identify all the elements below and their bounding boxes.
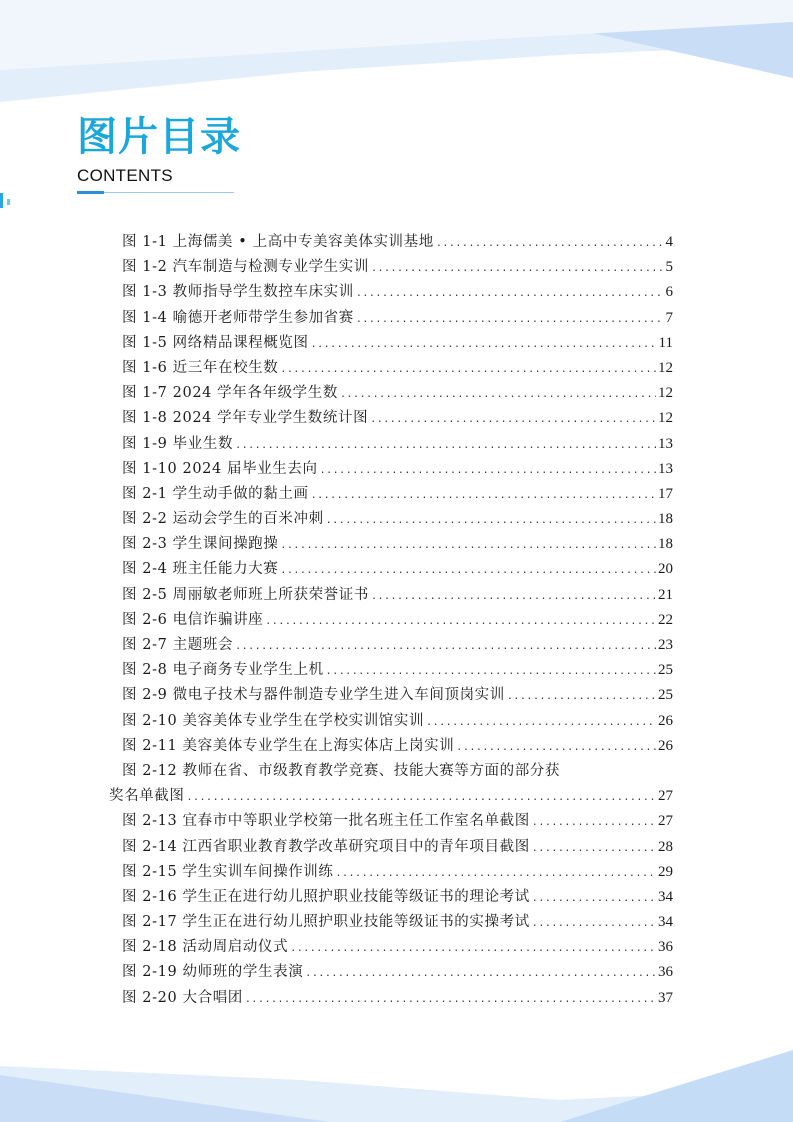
toc-entry-label: 图 2-3 学生课间操跑操 xyxy=(122,536,279,553)
toc-entry-page: 25 xyxy=(658,662,673,679)
toc-entry[interactable] xyxy=(122,457,673,482)
toc-entry[interactable] xyxy=(122,482,673,507)
toc-leader xyxy=(245,994,656,1005)
toc-entry[interactable] xyxy=(122,986,673,1011)
toc-entry-label: 图 1-9 毕业生数 xyxy=(122,435,234,452)
toc-entry[interactable] xyxy=(122,885,673,910)
toc-entry[interactable] xyxy=(122,230,673,255)
toc-entry[interactable] xyxy=(122,835,673,860)
toc-entry[interactable] xyxy=(122,608,673,633)
toc-entry[interactable] xyxy=(122,809,673,834)
toc-entry-page: 22 xyxy=(658,611,673,628)
toc-leader xyxy=(235,641,656,652)
toc-entry-page: 11 xyxy=(658,334,673,351)
toc-entry-page: 7 xyxy=(665,309,673,326)
toc-entry-page: 18 xyxy=(658,511,673,528)
toc-entry-page: 34 xyxy=(658,888,673,905)
toc-entry[interactable] xyxy=(122,960,673,985)
toc-entry-page: 18 xyxy=(658,536,673,553)
toc-entry-label: 图 1-8 2024 学年专业学生数统计图 xyxy=(122,410,369,427)
toc-entry[interactable] xyxy=(122,381,673,406)
toc-entry[interactable] xyxy=(122,683,673,708)
toc-entry-label: 图 2-6 电信诈骗讲座 xyxy=(122,611,264,628)
toc-leader xyxy=(370,414,656,425)
toc-leader xyxy=(235,440,656,451)
toc-leader xyxy=(305,968,656,979)
toc-entry-page: 12 xyxy=(658,359,673,376)
figure-list xyxy=(109,230,673,1011)
toc-leader xyxy=(280,565,656,576)
toc-leader xyxy=(265,616,656,627)
toc-leader xyxy=(532,817,656,828)
toc-leader xyxy=(507,691,656,702)
toc-entry[interactable] xyxy=(122,557,673,582)
toc-entry-page: 13 xyxy=(658,435,673,452)
toc-entry-label: 图 1-3 教师指导学生数控车床实训 xyxy=(122,284,354,301)
toc-entry-page: 27 xyxy=(658,813,673,830)
toc-leader xyxy=(456,742,656,753)
toc-entry-label: 图 2-15 学生实训车间操作训练 xyxy=(122,863,334,880)
toc-entry-page: 27 xyxy=(658,788,673,805)
toc-leader xyxy=(426,717,656,728)
toc-entry[interactable] xyxy=(122,583,673,608)
left-edge-marker xyxy=(0,193,3,208)
left-edge-marker-small xyxy=(7,199,10,205)
toc-leader xyxy=(371,591,656,602)
toc-entry[interactable] xyxy=(122,306,673,331)
toc-entry[interactable] xyxy=(122,255,673,280)
toc-leader xyxy=(311,490,656,501)
toc-entry[interactable] xyxy=(122,280,673,305)
toc-leader xyxy=(320,465,656,476)
toc-leader xyxy=(326,515,656,526)
toc-entry-page: 17 xyxy=(658,485,673,502)
toc-entry-label: 图 1-1 上海儒美 • 上高中专美容美体实训基地 xyxy=(122,234,434,250)
toc-entry-page: 12 xyxy=(658,385,673,402)
toc-entry-label: 图 2-5 周丽敏老师班上所获荣誉证书 xyxy=(122,586,369,603)
toc-entry-label: 图 2-8 电子商务专业学生上机 xyxy=(122,662,324,679)
toc-entry-label: 图 2-4 班主任能力大赛 xyxy=(122,561,279,578)
toc-entry-page: 23 xyxy=(658,637,673,653)
toc-leader xyxy=(336,868,657,879)
toc-entry-page: 13 xyxy=(658,460,673,477)
toc-leader xyxy=(356,288,664,299)
toc-entry-page: 36 xyxy=(658,939,673,956)
toc-entry-label-line1: 图 2-12 教师在省、市级教育教学竞赛、技能大赛等方面的部分获 xyxy=(122,762,560,779)
toc-entry-page: 5 xyxy=(665,259,673,276)
toc-entry-page: 37 xyxy=(658,989,673,1006)
toc-entry[interactable] xyxy=(122,507,673,532)
toc-entry-page: 26 xyxy=(658,712,673,729)
toc-leader xyxy=(311,339,657,350)
toc-entry-page: 25 xyxy=(658,687,673,704)
toc-leader xyxy=(280,540,656,551)
toc-entry-label: 图 1-7 2024 学年各年级学生数 xyxy=(122,385,338,402)
toc-entry-page: 34 xyxy=(658,914,673,931)
toc-entry-page: 20 xyxy=(658,561,673,578)
toc-leader xyxy=(532,893,656,904)
toc-leader xyxy=(187,792,657,803)
toc-leader xyxy=(290,943,656,954)
toc-entry[interactable] xyxy=(122,331,673,356)
toc-entry-label: 图 2-19 幼师班的学生表演 xyxy=(122,964,304,981)
toc-entry-label: 图 1-10 2024 届毕业生去向 xyxy=(122,460,318,477)
toc-entry-page: 28 xyxy=(658,838,673,855)
toc-entry-label: 图 1-5 网络精品课程概览图 xyxy=(122,334,309,351)
toc-entry-label: 图 2-14 江西省职业教育教学改革研究项目中的青年项目截图 xyxy=(122,838,530,855)
toc-entry[interactable] xyxy=(122,432,673,457)
page-title-block xyxy=(77,112,241,186)
title-underline-accent xyxy=(77,191,104,194)
toc-entry[interactable] xyxy=(122,860,673,885)
toc-leader xyxy=(436,238,664,249)
toc-entry-label: 图 1-4 喻德开老师带学生参加省赛 xyxy=(122,309,354,326)
toc-entry[interactable] xyxy=(122,910,673,935)
toc-entry-label: 图 2-1 学生动手做的黏土画 xyxy=(122,485,309,502)
toc-entry-label: 图 2-2 运动会学生的百米冲刺 xyxy=(122,511,324,528)
toc-leader xyxy=(356,314,664,325)
page-title: 图片目录 xyxy=(77,114,241,160)
toc-entry-page: 29 xyxy=(658,863,673,880)
toc-entry-label: 图 2-9 微电子技术与器件制造专业学生进入车间顶岗实训 xyxy=(122,687,505,704)
toc-entry-label: 图 2-10 美容美体专业学生在学校实训馆实训 xyxy=(122,712,425,729)
toc-entry-label: 图 2-17 学生正在进行幼儿照护职业技能等级证书的实操考试 xyxy=(122,914,530,931)
toc-entry-label: 图 2-16 学生正在进行幼儿照护职业技能等级证书的理论考试 xyxy=(122,888,530,905)
toc-entry-page: 12 xyxy=(658,410,673,427)
toc-leader xyxy=(532,918,656,929)
toc-entry-label: 图 2-20 大合唱团 xyxy=(122,989,243,1006)
toc-entry-label: 图 2-7 主题班会 xyxy=(122,637,234,653)
toc-entry-label: 图 2-18 活动周启动仪式 xyxy=(122,939,289,956)
toc-leader xyxy=(371,263,664,274)
toc-entry-label: 图 1-6 近三年在校生数 xyxy=(122,359,279,376)
toc-entry[interactable] xyxy=(122,658,673,683)
toc-leader xyxy=(532,843,656,854)
toc-entry-page: 21 xyxy=(658,586,673,603)
toc-entry[interactable] xyxy=(122,356,673,381)
toc-entry[interactable] xyxy=(122,709,673,734)
toc-entry-page: 4 xyxy=(665,234,673,250)
toc-entry-page: 6 xyxy=(665,284,673,301)
page-subtitle: CONTENTS xyxy=(77,166,173,185)
toc-leader xyxy=(340,389,656,400)
toc-entry[interactable] xyxy=(122,633,673,658)
toc-leader xyxy=(280,364,656,375)
toc-entry[interactable] xyxy=(122,532,673,557)
toc-entry-label: 图 2-13 宜春市中等职业学校第一批名班主任工作室名单截图 xyxy=(122,813,530,830)
toc-entry[interactable] xyxy=(122,734,673,759)
toc-entry-label-line2: 奖名单截图 xyxy=(109,788,185,805)
toc-entry-page: 26 xyxy=(658,737,673,754)
toc-entry-page: 36 xyxy=(658,964,673,981)
toc-entry-wrapped[interactable] xyxy=(109,759,673,809)
toc-entry[interactable] xyxy=(122,406,673,431)
toc-entry[interactable] xyxy=(122,935,673,960)
toc-leader xyxy=(326,666,656,677)
toc-entry-line2 xyxy=(109,784,673,809)
toc-entry-label: 图 1-2 汽车制造与检测专业学生实训 xyxy=(122,259,369,276)
toc-entry-label: 图 2-11 美容美体专业学生在上海实体店上岗实训 xyxy=(122,737,455,754)
